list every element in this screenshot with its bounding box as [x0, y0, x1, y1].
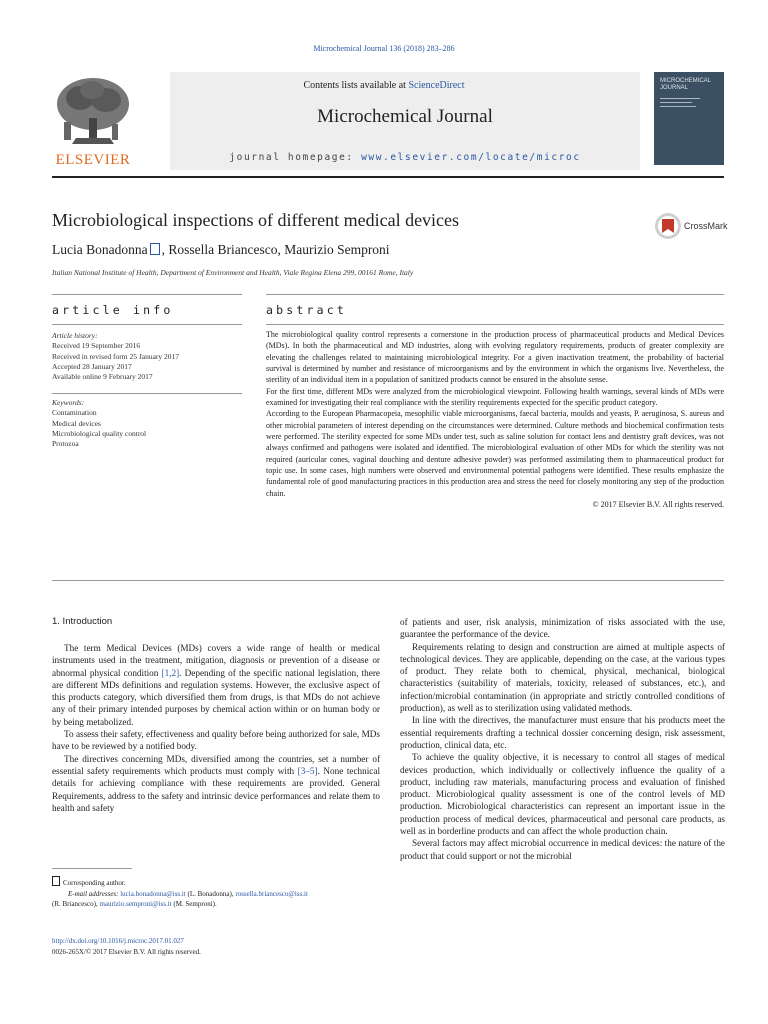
keyword-item: Contamination — [52, 408, 97, 418]
body-paragraph: Requirements relating to design and construction are aimed at multiple aspects of technological devices. They are applicable, depending on the case, at the various types of product. They relate both to chemical, physical, mechanical, biological characteristics (suitability of materials, toxicity, released of substances, etc.), and infection/microbial contamination (in appropriate and strictly controlled conditions of production), as well as to sterilization using validated methods. — [400, 641, 725, 714]
doi-block — [52, 936, 201, 957]
abstract-paragraph: For the first time, different MDs were analyzed from the microbiological viewpoint. Following health warnings, several kinds of MDs were examined for investigating their real compliance with the sterility requirements expected for the specific product category. — [266, 386, 724, 408]
body-paragraph: In line with the directives, the manufacturer must ensure that his products meet the essential requirements drafting a technical dossier concerning design, risk assessment, production, clinical data, etc. — [400, 715, 725, 750]
journal-title: Microchemical Journal — [317, 106, 493, 127]
citation-link[interactable]: [1,2] — [161, 667, 180, 678]
body-paragraph: of patients and user, risk analysis, minimization of risks associated with the use, guarantee the performance of the device. — [400, 617, 725, 640]
section-heading-introduction: 1. Introduction — [52, 616, 113, 627]
journal-homepage — [170, 152, 640, 163]
abstract-bottom-rule — [52, 580, 724, 581]
keywords-label: Keywords: — [52, 398, 85, 407]
cover-rule — [660, 102, 692, 103]
elsevier-logo — [52, 72, 134, 170]
keyword-item: Protozoa — [52, 439, 79, 449]
body-paragraph: To assess their safety, effectiveness and quality before being authorized for sale, MDs have to be reviewed by a notified body. — [52, 729, 380, 752]
corresponding-label: Corresponding author. — [63, 879, 126, 887]
sciencedirect-link[interactable]: ScienceDirect — [408, 80, 465, 91]
article-info-heading: article info — [52, 303, 174, 317]
homepage-prefix: journal homepage: — [229, 152, 362, 163]
crossmark-icon — [654, 212, 682, 240]
abstract-paragraph: According to the European Pharmacopeia, mesophilic viable microorganisms, faecal bacteria, moulds and yeasts, P. aeruginosa, S. aureus and other microbial parameters of interest depending on the circumstances were determined. Culture methods and biochemical confirmation tests were performed. The sterility expected for some MDs under test, such as saline solution for contact lens and dentistry graft devices, was not always confirmed and pathogens were isolated and identified. The microbiological evaluation of other MDs for which the sterility was not required (auricular cones, vaginal douching and denture adhesive powder) was performed assimilating them to pharmaceutical product for topic use. In some cases, high numbers were observed and environmental potential pathogens were identified. These results emphasize the fundamental role of good manufacturing practices in this production area and stress the need for closely monitoring any step of the production chain. — [266, 409, 724, 498]
crossmark-badge[interactable] — [654, 212, 726, 240]
homepage-link[interactable]: www.elsevier.com/locate/microc — [361, 152, 581, 163]
journal-cover-thumbnail[interactable] — [654, 72, 724, 165]
crossmark-label: CrossMark — [684, 221, 728, 231]
right-column — [400, 616, 725, 862]
cover-rule — [660, 106, 696, 107]
keyword-item: Microbiological quality control — [52, 428, 147, 438]
author-bonadonna[interactable]: Lucia Bonadonna — [52, 242, 148, 257]
corresponding-footnote — [52, 876, 382, 889]
info-divider — [52, 393, 242, 394]
body-paragraph: Several factors may affect microbial occurrence in medical devices: the nature of the product that could support or not the microbial — [400, 838, 725, 861]
body-text: . Depending of the specific national legislation, there are different MDs definitions and regulation systems. However, the exclusive aspect of this products category, which diversified them from drugs, is that MDs do not achieve any of their primary intended purposes by chemical action within or on human body or by being metabolized. — [52, 667, 380, 727]
email-line — [52, 889, 382, 900]
history-revised: Received in revised form 25 January 2017 — [52, 351, 180, 361]
article-history — [52, 331, 242, 382]
info-top-rule — [52, 294, 242, 295]
article-title: Microbiological inspections of different medical devices — [52, 210, 460, 230]
header-rule — [52, 176, 724, 178]
abstract-top-rule — [266, 294, 724, 295]
email-semproni[interactable]: maurizio.semproni@iss.it — [99, 900, 172, 908]
elsevier-tree-icon — [52, 72, 134, 170]
abstract-paragraph: The microbiological quality control represents a cornerstone in the production process of pharmaceutical products and Medical Devices (MDs). In both the pharmaceutical and MD industries, along with evolving regulatory requirements, products of greater complexity are elevating the challenges related to maintaining microbiological integrity. For a given inactivation treatment, the probability of bacterial survival is determined by number and resistance of microorganisms and by the environment in which the organisms live. Nevertheless, the sterility of an individual item in a population of sanitized products cannot be ensured in the absolute sense. — [266, 330, 724, 385]
email-line-2 — [52, 899, 382, 910]
abstract-copyright: © 2017 Elsevier B.V. All rights reserved. — [592, 500, 724, 510]
email-name: (R. Briancesco), — [52, 900, 100, 908]
body-paragraph — [52, 753, 380, 814]
contents-prefix: Contents lists available at — [303, 80, 409, 91]
email-name: (M. Semproni). — [171, 900, 217, 908]
journal-citation[interactable]: Microchemical Journal 136 (2018) 283–286 — [313, 44, 455, 53]
history-label: Article history: — [52, 331, 98, 340]
footnote-rule — [52, 868, 132, 869]
keywords — [52, 398, 242, 449]
issn-copyright: 0026-265X/© 2017 Elsevier B.V. All rights reserved. — [52, 947, 201, 956]
corresponding-author-icon[interactable] — [150, 243, 160, 255]
doi-link[interactable]: http://dx.doi.org/10.1016/j.microc.2017.01.027 — [52, 937, 184, 945]
body-text: The term Medical Devices (MDs) covers a wide range of health or medical instruments used in the treatment, mitigation, diagnosis or prevention of a disease or abnormal physical condition — [52, 643, 380, 678]
other-authors[interactable]: , Rossella Briancesco, Maurizio Semproni — [161, 242, 390, 257]
history-received: Received 19 September 2016 — [52, 341, 141, 351]
affiliation: Italian National Institute of Health, Department of Environment and Health, Viale Regina Elena 299, 00161 Rome, Italy — [52, 268, 414, 277]
body-paragraph — [52, 642, 380, 728]
info-heading-rule — [52, 324, 242, 325]
body-paragraph: To achieve the quality objective, it is necessary to control all stages of medical devices production, which individually or collectively influence the quality of a product, including raw materials, manufacturing process and evaluation of finished product. Microbiological quality assessment is one of the control levels of MD production. Microbiological characteristics can represent an important issue in the production process of medical devices, pharmaceutical and personal care products, as well as in borderline products and can affect the whole production chain. — [400, 752, 725, 837]
body-text: . None technical details for achieving compliance with these requirements are provided. General Requirements, address to the safety and intrinsic device performances and relate them to health and safety — [52, 765, 381, 813]
history-online: Available online 9 February 2017 — [52, 372, 153, 382]
email-name: (L. Bonadonna), — [185, 889, 236, 898]
email-label: E-mail addresses: — [68, 889, 121, 898]
abstract-heading-rule — [266, 324, 724, 325]
corresponding-author-icon — [52, 876, 60, 886]
history-accepted: Accepted 28 January 2017 — [52, 361, 132, 371]
author-list — [52, 242, 390, 258]
cover-rule — [660, 98, 700, 99]
keyword-item: Medical devices — [52, 418, 101, 428]
cover-title: MICROCHEMICAL JOURNAL — [660, 78, 711, 91]
email-briancesco[interactable]: rossella.briancesco@iss.it — [235, 889, 308, 898]
abstract-body — [266, 329, 724, 511]
email-bonadonna[interactable]: lucia.bonadonna@iss.it — [120, 889, 186, 898]
body-text: The directives concerning MDs, diversified among the countries, set a number of essential safety requirements which products must comply with — [52, 753, 380, 776]
footnote-block — [52, 876, 382, 910]
left-column — [52, 642, 380, 814]
elsevier-wordmark: ELSEVIER — [55, 152, 131, 168]
abstract-heading: abstract — [266, 303, 347, 317]
citation-link[interactable]: [3–5] — [297, 765, 318, 776]
